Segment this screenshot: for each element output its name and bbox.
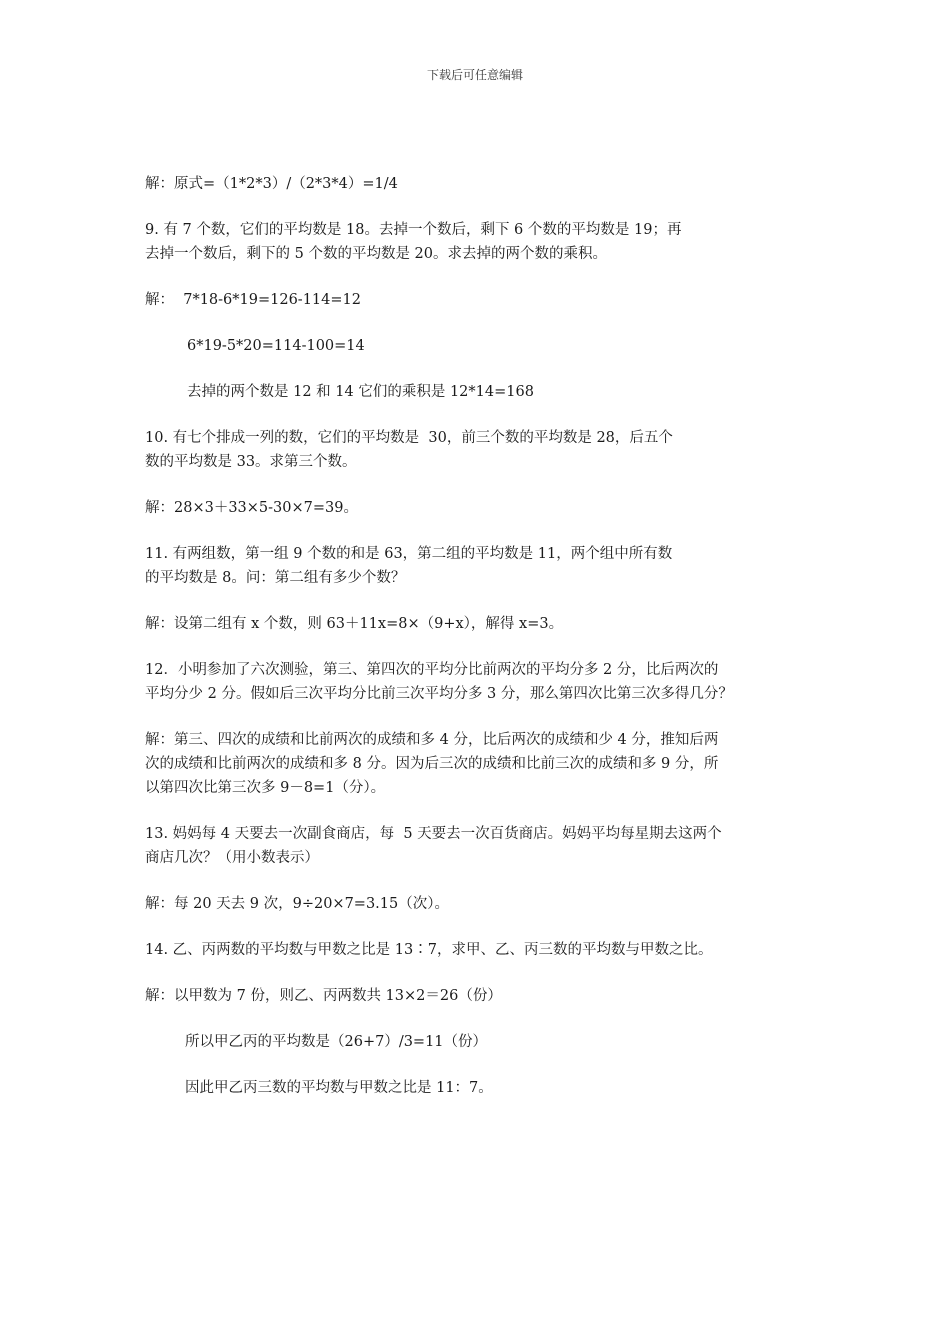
question-9 bbox=[145, 218, 815, 266]
solution-12-line-3: 以第四次比第三次多 9－8=1（分）。 bbox=[145, 780, 386, 796]
solution-9-line-2: 6*19-5*20=114-100=14 bbox=[187, 338, 365, 354]
solution-11: 解：设第二组有 x 个数，则 63＋11x=8×（9+x），解得 x=3。 bbox=[145, 616, 564, 632]
question-13 bbox=[145, 822, 815, 870]
document-body bbox=[145, 172, 815, 1100]
page-header: 下载后可任意编辑 bbox=[426, 68, 523, 82]
solution-9 bbox=[145, 288, 815, 404]
solution-10: 解：28×3＋33×5-30×7=39。 bbox=[145, 500, 358, 516]
question-9-line-2: 去掉一个数后，剩下的 5 个数的平均数是 20。求去掉的两个数的乘积。 bbox=[145, 246, 608, 262]
question-14: 14. 乙、丙两数的平均数与甲数之比是 13∶7，求甲、乙、丙三数的平均数与甲数之比。 bbox=[145, 942, 713, 958]
solution-13: 解：每 20 天去 9 次，9÷20×7=3.15（次）。 bbox=[145, 896, 449, 912]
solution-14-line-1: 解：以甲数为 7 份，则乙、丙两数共 13×2＝26（份） bbox=[145, 988, 502, 1004]
question-10 bbox=[145, 426, 815, 474]
solution-14-line-3: 因此甲乙丙三数的平均数与甲数之比是 11：7。 bbox=[185, 1080, 493, 1096]
solution-9-line-1: 解： 7*18-6*19=126-114=12 bbox=[145, 292, 361, 308]
question-13-line-2: 商店几次？（用小数表示） bbox=[145, 850, 319, 866]
solution-8: 解：原式=（1*2*3）/（2*3*4）=1/4 bbox=[145, 176, 398, 192]
solution-12-line-2: 次的成绩和比前两次的成绩和多 8 分。因为后三次的成绩和比前三次的成绩和多 9 分，所 bbox=[145, 756, 719, 772]
question-12-line-2: 平均分少 2 分。假如后三次平均分比前三次平均分多 3 分，那么第四次比第三次多得几分？ bbox=[145, 686, 733, 702]
question-11-line-1: 11. 有两组数，第一组 9 个数的和是 63，第二组的平均数是 11，两个组中所有数 bbox=[145, 546, 673, 562]
solution-12-line-1: 解：第三、四次的成绩和比前两次的成绩和多 4 分，比后两次的成绩和少 4 分，推知后两 bbox=[145, 732, 719, 748]
question-12-line-1: 12．小明参加了六次测验，第三、第四次的平均分比前两次的平均分多 2 分，比后两次的 bbox=[145, 662, 719, 678]
question-11 bbox=[145, 542, 815, 590]
question-11-line-2: 的平均数是 8。问：第二组有多少个数？ bbox=[145, 570, 406, 586]
solution-9-line-3: 去掉的两个数是 12 和 14 它们的乘积是 12*14=168 bbox=[187, 384, 534, 400]
question-10-line-1: 10. 有七个排成一列的数，它们的平均数是 30，前三个数的平均数是 28，后五个 bbox=[145, 430, 673, 446]
question-10-line-2: 数的平均数是 33。求第三个数。 bbox=[145, 454, 357, 470]
solution-14-line-2: 所以甲乙丙的平均数是（26+7）/3=11（份） bbox=[185, 1034, 488, 1050]
solution-12 bbox=[145, 728, 815, 800]
question-13-line-1: 13. 妈妈每 4 天要去一次副食商店，每 5 天要去一次百货商店。妈妈平均每星期去这两个 bbox=[145, 826, 722, 842]
question-9-line-1: 9. 有 7 个数，它们的平均数是 18。去掉一个数后，剩下 6 个数的平均数是 19；再 bbox=[145, 222, 682, 238]
solution-14 bbox=[145, 984, 815, 1100]
question-12 bbox=[145, 658, 815, 706]
